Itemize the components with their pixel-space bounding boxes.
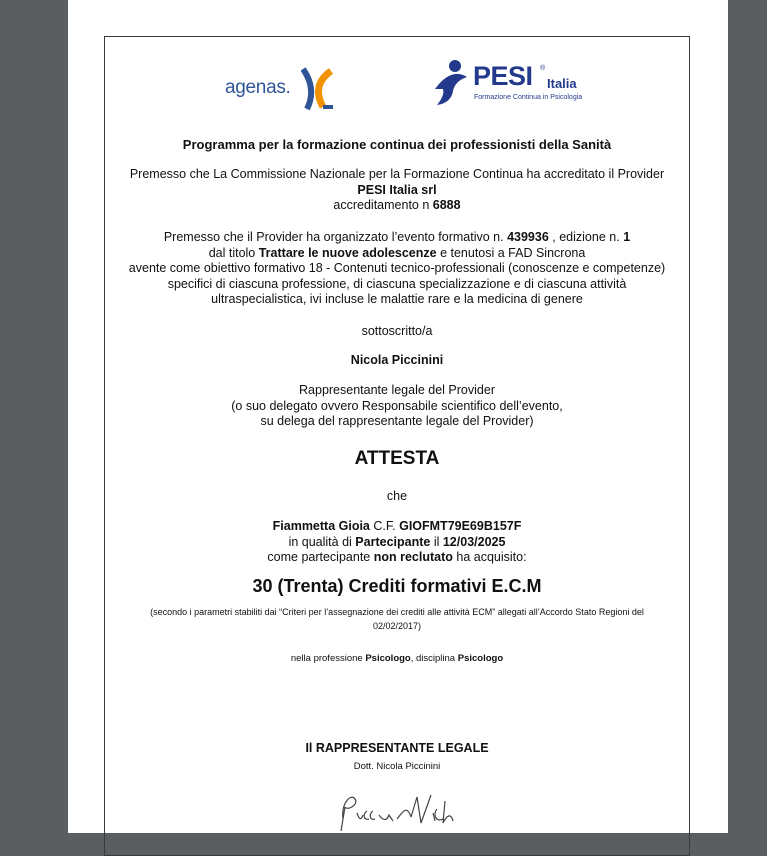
- event-number: 439936: [507, 230, 549, 244]
- attesta-title: ATTESTA: [354, 448, 440, 469]
- handwritten-signature: [337, 789, 462, 833]
- pesi-figure-icon: [431, 59, 471, 107]
- participation-date: 12/03/2025: [442, 534, 506, 549]
- pesi-logo-name: PESI: [473, 61, 533, 91]
- document-page: [68, 0, 728, 833]
- event-title: Trattare le nuove adolescenze: [258, 245, 437, 260]
- pesi-logo-registered: ®: [540, 65, 546, 72]
- premise-line: Premesso che La Commissione Nazionale per la Formazione Continua ha accreditato il Provider: [129, 167, 665, 181]
- che-label: che: [386, 489, 408, 503]
- credits-title: 30 (Trenta) Crediti formativi E.C.M: [252, 576, 542, 596]
- signer-name: Nicola Piccinini: [350, 353, 444, 367]
- event-title-line: dal titolo Trattare le nuove adolescenze e tenutosi a FAD Sincrona: [208, 245, 586, 260]
- profession-line: nella professione Psicologo, disciplina Psicologo: [290, 653, 504, 664]
- logo-bar: [105, 57, 689, 117]
- participant-block: [105, 519, 689, 566]
- agenas-mark-icon: [301, 67, 337, 111]
- certificate-heading: Programma per la formazione continua dei professionisti della Sanità: [182, 137, 612, 152]
- pesi-logo-italia: Italia: [547, 76, 577, 91]
- accreditation-line: accreditamento n 6888: [333, 198, 461, 212]
- fiscal-code: GIOFMT79E69B157F: [399, 519, 522, 533]
- legal-representative-name: Dott. Nicola Piccinini: [353, 761, 441, 772]
- participant-name: Fiammetta Gioia: [272, 519, 370, 533]
- objective-line: avente come obiettivo formativo 18 - Contenuti tecnico-professionali (conoscenze e competenze): [128, 261, 666, 275]
- pesi-logo-subtitle: Formazione Continua in Psicologia: [474, 94, 583, 101]
- event-line: Premesso che il Provider ha organizzato l’evento formativo n. 439936 , edizione n. 1: [163, 230, 631, 244]
- premise-event: [105, 230, 689, 308]
- role-description: Rappresentante legale del Provider (o suo delegato ovvero Responsabile scientifico dell’evento, su delega del rappresentante legale del Provider): [231, 383, 563, 428]
- objective-line: ultraspecialistica, ivi incluse le malattie rare e la medicina di genere: [211, 292, 583, 306]
- agenas-logo-text: agenas.: [225, 77, 291, 98]
- certificate-frame: [104, 36, 690, 856]
- acquisition-line: come partecipante non reclutato ha acquisito:: [267, 550, 527, 564]
- premise-accreditation: [105, 167, 689, 214]
- quality-line: in qualità di Partecipante il 12/03/2025: [288, 534, 506, 549]
- credits-note: (secondo i parametri stabiliti dai “Criteri per l’assegnazione dei crediti alle attività ECM” allegati all’Accordo Stato Regioni del 02/02/2017): [150, 607, 644, 631]
- discipline: Psicologo: [457, 653, 504, 664]
- accreditation-number: 6888: [432, 198, 461, 212]
- subscribed-label: sottoscritto/a: [361, 324, 433, 338]
- edition-number: 1: [623, 230, 631, 244]
- provider-name: PESI Italia srl: [357, 182, 437, 197]
- objective-line: specifici di ciascuna professione, di ciascuna specializzazione e di ciascuna attività: [167, 276, 627, 291]
- legal-representative-title: Il RAPPRESENTANTE LEGALE: [305, 741, 489, 755]
- profession: Psicologo: [365, 653, 411, 664]
- participant-line: Fiammetta Gioia C.F. GIOFMT79E69B157F: [272, 519, 522, 533]
